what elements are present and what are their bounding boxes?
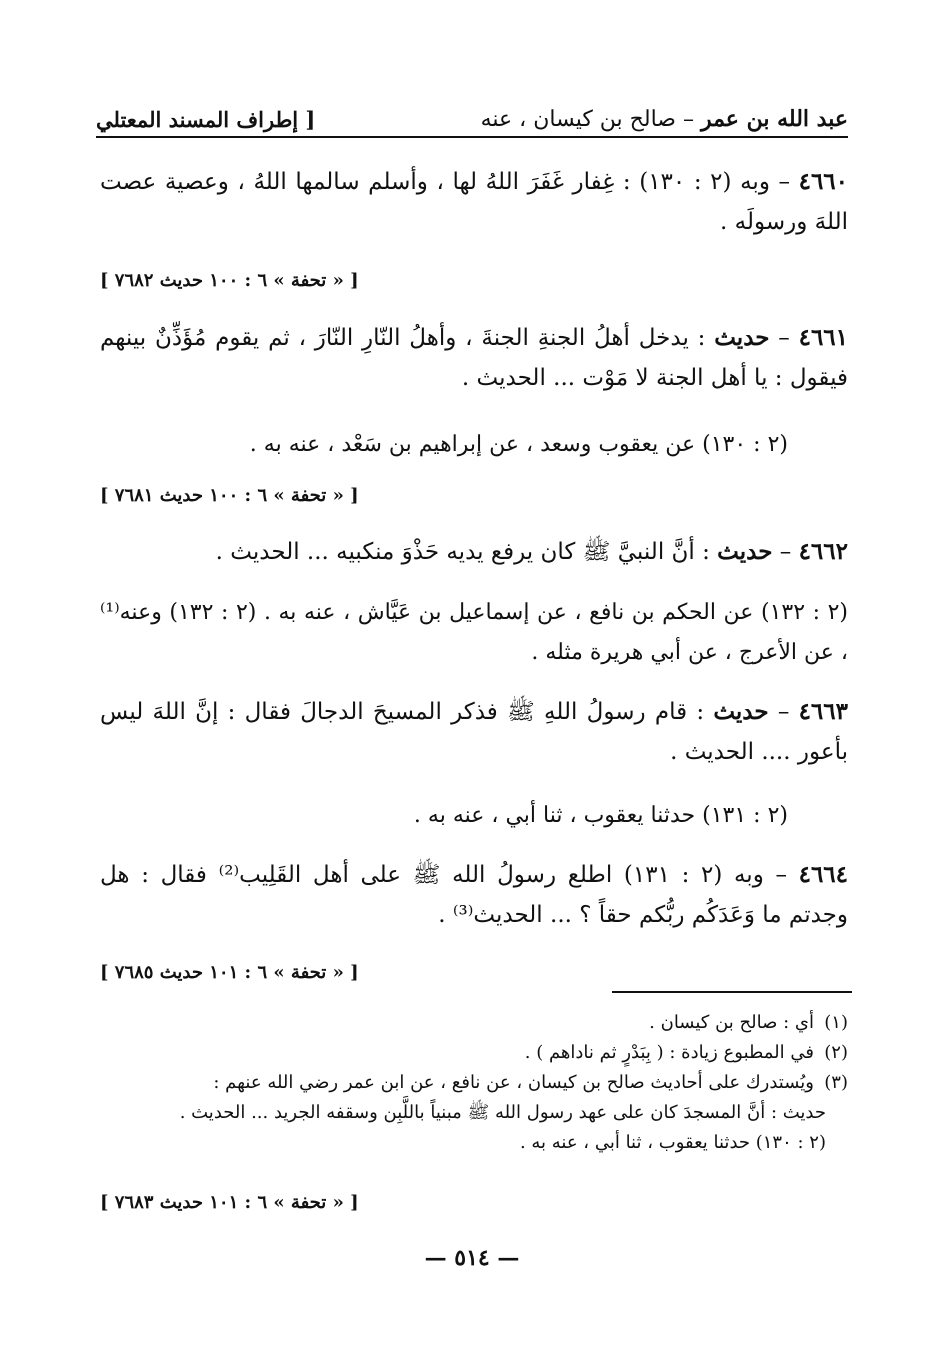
isnad-source: (٢ : ١٣٠) عن يعقوب وسعد ، عن إبراهيم بن سَعْد ، عنه به .	[249, 432, 788, 457]
footnote-1: (١)أي : صالح بن كيسان .	[649, 1012, 848, 1033]
footnote-3: (٣)ويُستدرك على أحاديث صالح بن كيسان ، عن نافع ، عن ابن عمر رضي الله عنهم :	[213, 1072, 848, 1093]
hadith-entry-4664	[100, 855, 848, 935]
entry-keyword: حديث	[714, 324, 770, 351]
hadith-entry-4661: ٤٦٦١ – حديث : يدخل أهلُ الجنةِ الجنةَ ، وأهلُ النّارِ النّارَ ، ثم يقوم مُؤَذِّنٌ بينهم فيقول : يا أهل الجنة لا مَوْت ... الحديث .	[100, 324, 849, 391]
footnote-2: (٢)في المطبوع زيادة : ( بِبَدْرٍ ثم ناداهم ) .	[524, 1042, 848, 1063]
entry-keyword: حديث	[713, 698, 769, 725]
entry-text: – وبه (٢ : ١٣٠) : غِفار غَفَرَ اللهُ لها ، وأسلم سالمها اللهُ ، وعصية عصت اللهَ ورسولَه .	[100, 169, 848, 235]
tuhfa-reference: [ « تحفة » ٦ : ١٠١ حديث ٧٦٨٥ ]	[100, 962, 359, 983]
footnote-3-hadith: حديث : أنَّ المسجدَ كان على عهد رسول الله ﷺ مبنياً باللَّبِن وسقفه الجريد ... الحديث .	[179, 1102, 826, 1123]
isnad-source: (٢ : ١٣٢) عن الحكم بن نافع ، عن إسماعيل بن عَيَّاش ، عنه به . (٢ : ١٣٢) وعنه⁽¹⁾ ، عن الأعرج ، عن أبي هريرة مثله .	[100, 600, 848, 665]
header-section-title: عبد الله بن عمر – صالح بن كيسان ، عنه	[480, 106, 848, 132]
isnad-source: (٢ : ١٣١) حدثنا يعقوب ، ثنا أبي ، عنه به .	[413, 803, 788, 828]
entry-text: : قام رسولُ اللهِ ﷺ فذكر المسيحَ الدجالَ فقال : إنَّ اللهَ ليس بأعور .... الحديث .	[100, 699, 848, 765]
tuhfa-reference: [ « تحفة » ٦ : ١٠٠ حديث ٧٦٨١ ]	[100, 485, 359, 506]
hadith-entry-4660	[100, 162, 848, 242]
running-header	[96, 92, 848, 138]
page-number: — ٥١٤ —	[424, 1245, 520, 1271]
entry-number: ٤٦٦٤	[798, 861, 849, 888]
footnotes	[100, 1008, 848, 1158]
entry-keyword: حديث	[717, 538, 773, 565]
entry-text: : يدخل أهلُ الجنةِ الجنةَ ، وأهلُ النّارِ النّارَ ، ثم يقوم مُؤَذِّنٌ بينهم فيقول : يا أهل الجنة لا مَوْت ... الحديث .	[100, 325, 848, 391]
footnote-separator	[612, 991, 852, 993]
entry-number: ٤٦٦٣	[798, 698, 848, 725]
entry-text: : أنَّ النبيَّ ﷺ كان يرفع يديه حَذْوَ منكبيه ... الحديث .	[215, 539, 718, 565]
tuhfa-reference: [ « تحفة » ٦ : ١٠١ حديث ٧٦٨٣ ]	[100, 1192, 359, 1213]
footnote-3-source: (٢ : ١٣٠) حدثنا يعقوب ، ثنا أبي ، عنه به .	[519, 1132, 826, 1153]
tuhfa-reference: [ « تحفة » ٦ : ١٠٠ حديث ٧٦٨٢ ]	[100, 270, 359, 291]
entry-number: ٤٦٦١	[798, 324, 849, 351]
entry-text: – وبه (٢ : ١٣١) اطلع رسولُ الله ﷺ على أهل القَلِيب⁽²⁾ فقال : هل وجدتم ما وَعَدَكُم ربُّكم حقاً ؟ ... الحديث⁽³⁾ .	[100, 862, 848, 928]
hadith-entry-4662: ٤٦٦٢ – حديث : أنَّ النبيَّ ﷺ كان يرفع يديه حَذْوَ منكبيه ... الحديث .	[215, 538, 848, 565]
header-book-title: [ إطراف المسند المعتلي	[96, 107, 316, 132]
entry-number: ٤٦٦٢	[798, 538, 848, 565]
hadith-entry-4663: ٤٦٦٣ – حديث : قام رسولُ اللهِ ﷺ فذكر المسيحَ الدجالَ فقال : إنَّ اللهَ ليس بأعور .... الحديث .	[100, 698, 848, 765]
entry-number: ٤٦٦٠	[798, 168, 849, 195]
